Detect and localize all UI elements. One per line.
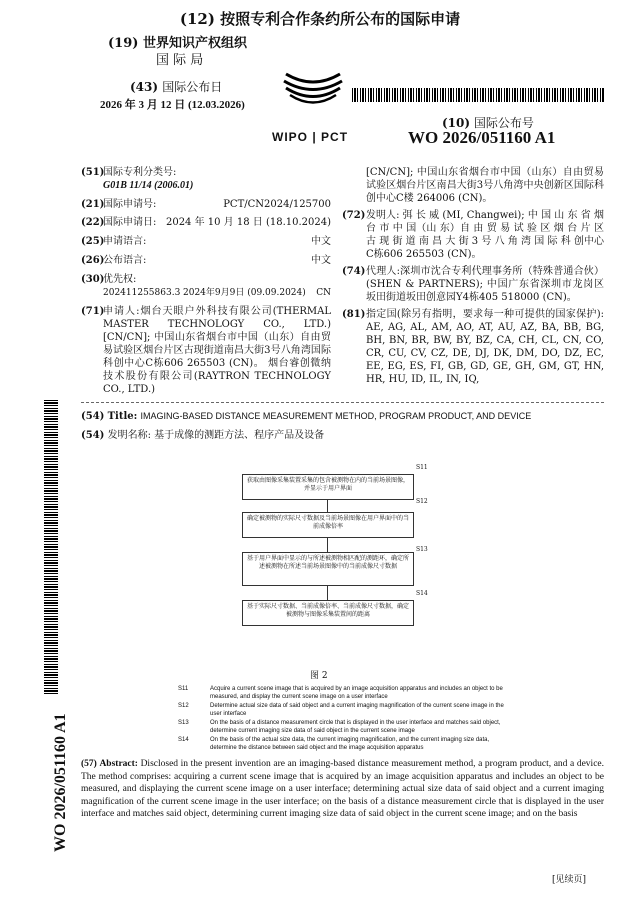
flow-arrow: [327, 538, 328, 552]
step-id: S11: [416, 464, 428, 471]
abstract-label: Abstract:: [99, 759, 138, 769]
flow-arrow: [327, 500, 328, 512]
org-name-line2: 国 际 局: [156, 53, 204, 68]
title-zh-label: 发明名称:: [107, 430, 151, 441]
figure-legend: [178, 686, 508, 754]
field-value: 中文: [311, 236, 331, 247]
right-column: [342, 166, 604, 386]
legend-key: S14: [178, 737, 189, 743]
field-25: [81, 235, 331, 248]
flow-box: 获取由图像采集装置采集的包含被测物在内的当前场景图像，并显示于用户界面: [242, 474, 414, 500]
title-zh-row: [81, 429, 611, 442]
field-code: (26): [81, 255, 105, 266]
step-id: S12: [416, 498, 428, 505]
applicant-text: 申请人:烟台天眼户外科技有限公司(THERMAL MASTER TECHNOLOGY CO., LTD.) [CN/CN]; 中国山东省烟台市中国（山东）自由贸易试验区烟台片区古现街道南昌大街3号八角湾国际科创中心C栋606 265503 (CN)。 烟台睿创微纳技术股份有限公司(RAYTRON TECHNOLOGY CO., LTD.): [103, 306, 331, 395]
legend-row: [178, 737, 508, 752]
field-label: 优先权:: [103, 274, 137, 285]
inventor-text: 发明人: 弭 长 威 (MI, Changwei); 中 国 山 东 省 烟 台 市 中 国（山 东）自 由 贸 易 试 验 区 烟 台 片 区 古 现 街 道 南 昌 大 街 3 号 八 角 湾 国 际 科 创中心C栋606 265503 (CN)。: [366, 210, 604, 260]
legend-row: [178, 720, 508, 735]
legend-row: [178, 703, 508, 718]
legend-row: [178, 686, 508, 701]
wipo-emblem-icon: [278, 70, 348, 120]
flow-box: 基于用户界面中显示的与所述被测物相匹配的测距环，确定所述被测物在所述当前场景图像中的当前成像尺寸数据: [242, 552, 414, 586]
field-label: 国际申请日:: [103, 217, 157, 228]
wipo-logo: [278, 70, 348, 120]
ipc-value: G01B 11/14 (2006.01): [103, 180, 194, 191]
legend-key: S12: [178, 703, 189, 709]
left-column: [81, 166, 331, 396]
legend-value: Acquire a current scene image that is acquired by an image acquisition apparatus and includes an object to be measured, and display the current scene image on a user interface: [210, 686, 503, 700]
field-label: 国际申请号:: [103, 199, 157, 210]
title-code: (54): [81, 411, 105, 422]
pub-date-block: [130, 78, 222, 95]
title-en-label: Title:: [107, 411, 138, 422]
priority-country: CN: [316, 288, 331, 298]
agent-text: 代理人:深圳市沈合专利代理事务所（特殊普通合伙）(SHEN & PARTNERS); 中国广东省深圳市龙岗区坂田街道坂田创意园Y4栋405 518000 (CN)。: [366, 266, 604, 303]
step-id: S14: [416, 590, 428, 597]
field-code: (72): [342, 210, 366, 221]
title-code: (54): [81, 430, 105, 441]
field-22: [81, 216, 331, 229]
pub-no-label: 国际公布号: [473, 116, 534, 130]
legend-key: S11: [178, 686, 189, 692]
side-pub-number: WO 2026/051160 A1: [52, 713, 69, 852]
legend-value: On the basis of a distance measurement circle that is displayed in the user interface and matches said object, determine current imaging size data of said object in the current scene image: [210, 720, 501, 734]
step-id: S13: [416, 546, 428, 553]
barcode: [352, 88, 604, 102]
pub-date-code: (43): [130, 80, 159, 94]
abstract-code: (57): [81, 759, 97, 769]
continued-note: [见续页]: [552, 875, 587, 885]
field-21: [81, 198, 331, 211]
field-value: 中文: [311, 255, 331, 266]
flow-box: 基于实际尺寸数据、当前成像倍率、当前成像尺寸数据，确定被测物与图像采集装置间的距离: [242, 600, 414, 626]
title-en: IMAGING-BASED DISTANCE MEASUREMENT METHOD, PROGRAM PRODUCT, AND DEVICE: [140, 411, 532, 421]
org-code: (19): [108, 36, 139, 51]
pub-date: 2026 年 3 月 12 日 (12.03.2026): [100, 99, 245, 111]
divider: [81, 402, 604, 403]
field-value: PCT/CN2024/125700: [223, 199, 331, 210]
field-value: 2024 年 10 月 18 日 (18.10.2024): [165, 217, 331, 228]
org-name: 世界知识产权组织: [142, 36, 247, 51]
field-code: (25): [81, 236, 105, 247]
priority-date: 2024年9月9日 (09.09.2024): [183, 288, 306, 298]
title-en-row: [81, 410, 611, 423]
figure-caption: 图 2: [310, 671, 328, 681]
priority-row: [103, 288, 331, 299]
field-code: (30): [81, 274, 105, 285]
wipo-logo-text: WIPO | PCT: [272, 130, 349, 144]
title-section: [81, 410, 611, 442]
field-74: [342, 265, 604, 304]
legend-key: S13: [178, 720, 189, 726]
field-26: [81, 254, 331, 267]
field-label: 国际专利分类号:: [103, 167, 177, 178]
applicant-continued: [CN/CN]; 中国山东省烟台市中国（山东）自由贸易试验区烟台片区南昌大街3号八角湾中央创新区国际科创中心C楼 264006 (CN)。: [366, 167, 604, 204]
title-zh: 基于成像的测距方法、程序产品及设备: [154, 430, 325, 441]
field-label: 公布语言:: [103, 255, 147, 266]
pub-date-label: 国际公布日: [162, 80, 223, 94]
field-code: (21): [81, 199, 105, 210]
field-code: (51): [81, 167, 105, 178]
field-81: [342, 308, 604, 386]
legend-value: On the basis of the actual size data, the current imaging magnification, and the current imaging size data, determine the distance between said object and the image acquisition apparatus: [210, 737, 490, 751]
flowchart: [230, 460, 450, 640]
field-51: [81, 166, 331, 179]
field-72: [342, 209, 604, 261]
abstract-text: Disclosed in the present invention are an imaging-based distance measurement method, a program product, and a device. The method comprises: acquiring a current scene image that is acquired by an image acquisition apparatus and includes an object to be measured, and displaying the current scene image on a user interface; determining actual size data of said object and a current imaging magnification of the current scene image in the user interface; on the basis of a distance measurement circle that is displayed in the user interface and matches said object, determining current imaging size data of said object in the current scene image; and on the basis: [81, 759, 605, 819]
document-title: (12) 按照专利合作条约所公布的国际申请: [179, 10, 461, 28]
legend-value: Determine actual size data of said object and a current imaging magnification of the current scene image in the user interface: [210, 703, 504, 717]
field-code: (22): [81, 217, 105, 228]
flow-box: 确定被测物的实际尺寸数据及当前场景图像在用户界面中的当前成像倍率: [242, 512, 414, 538]
pub-no-code: (10): [442, 116, 471, 130]
flow-arrow: [327, 586, 328, 600]
field-30: [81, 273, 331, 286]
field-code: (74): [342, 266, 366, 277]
pub-number: WO 2026/051160 A1: [408, 128, 556, 147]
abstract: [81, 758, 604, 821]
field-code: (71): [81, 306, 105, 317]
field-code: (81): [342, 309, 366, 320]
designated-states-text: 指定国(除另有指明，要求每一种可提供的国家保护): AE, AG, AL, AM, AO, AT, AU, AZ, BA, BB, BG, BH, BN, BR, BW, BY, BZ, CA, CH, CL, CN, CO, CR, CU, CV, CZ, DE, DJ, DK, DM, DO, DZ, EC, EE, EG, ES, FI, GB, GD, GE, GH, GM, GT, HN, HR, HU, ID, IL, IN, IQ,: [366, 309, 604, 385]
side-barcode: [44, 400, 58, 696]
field-label: 申请语言:: [103, 236, 147, 247]
field-71: [81, 305, 331, 396]
priority-number: 202411255863.3: [103, 288, 181, 298]
